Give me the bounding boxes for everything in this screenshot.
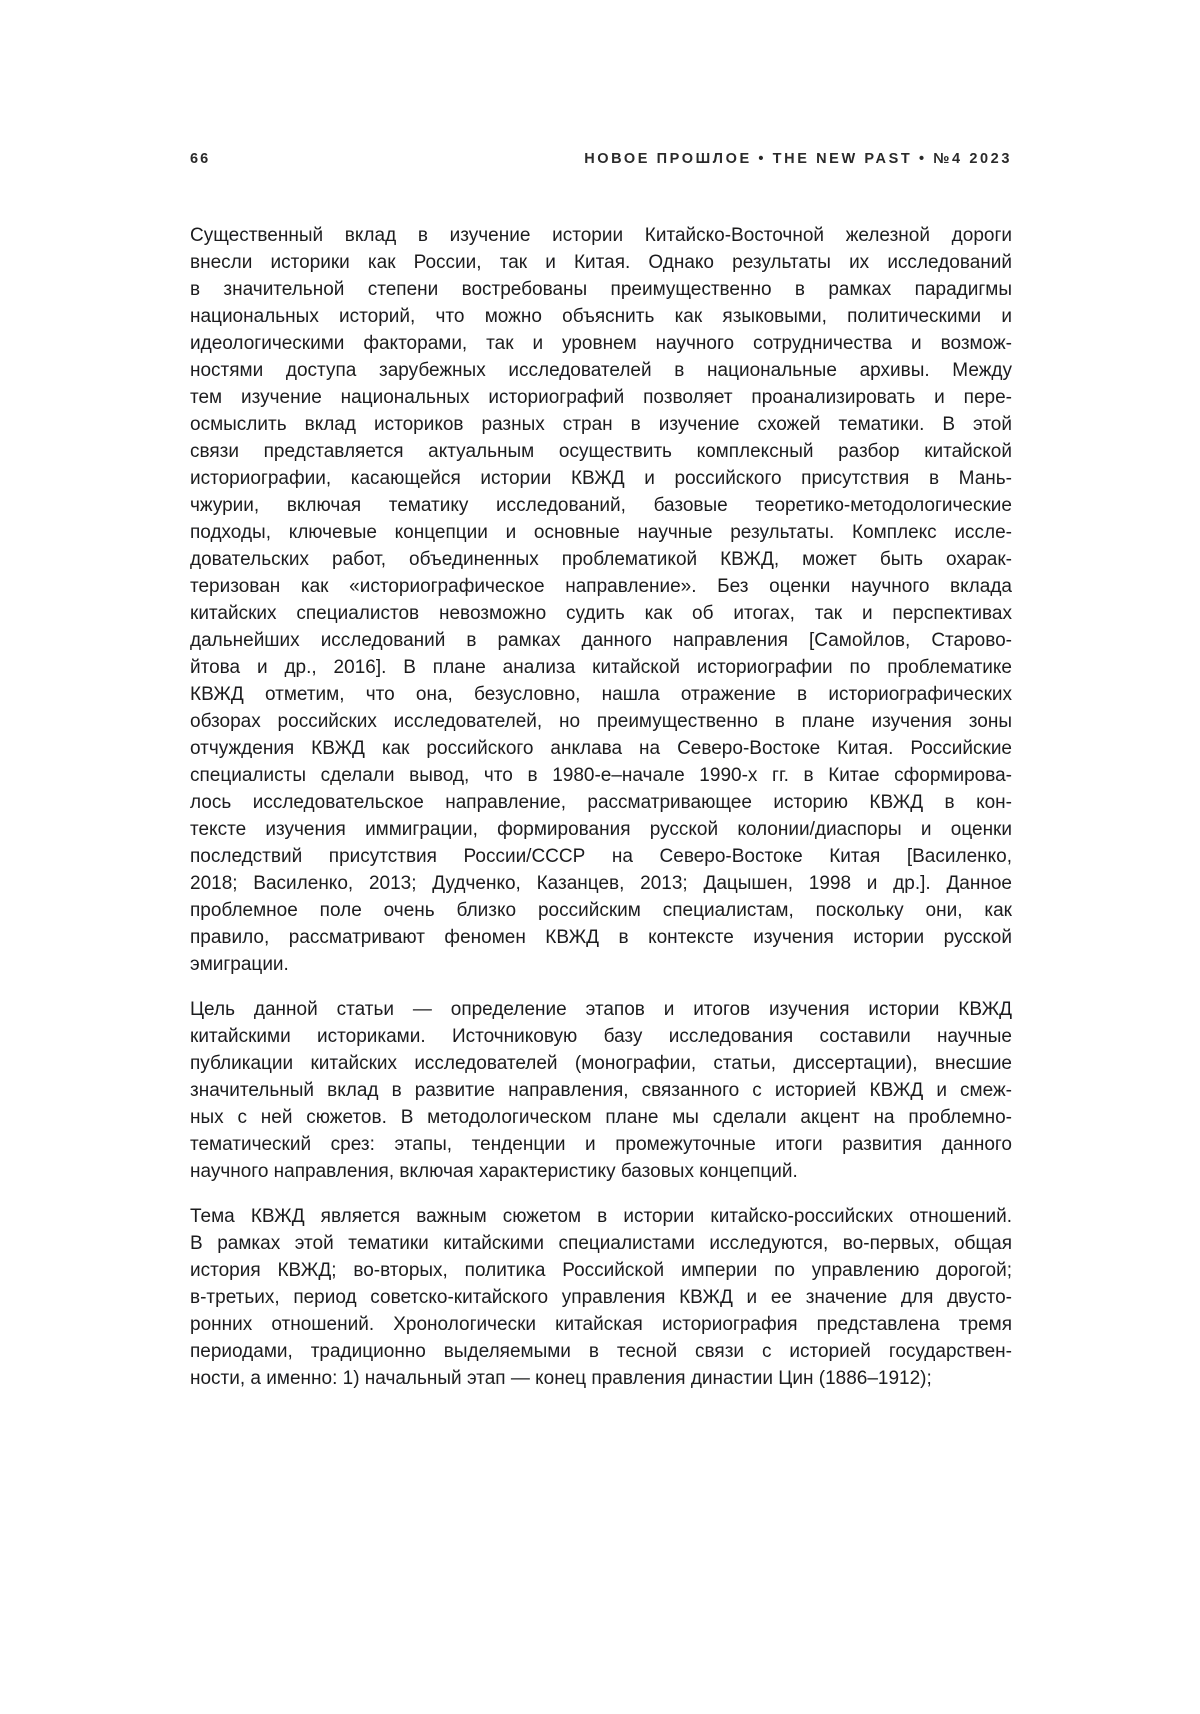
text-line: йтова и др., 2016]. В плане анализа китайской историографии по проблематике (190, 657, 1012, 678)
paragraph (190, 1203, 1012, 1392)
text-line: тексте изучения иммиграции, формирования русской колонии/диаспоры и оценки (190, 819, 1012, 840)
text-line: обзорах российских исследователей, но преимущественно в плане изучения зоны (190, 711, 1012, 732)
text-line: ности, а именно: 1) начальный этап — конец правления династии Цин (1886–1912); (190, 1368, 932, 1389)
text-line: 2018; Василенко, 2013; Дудченко, Казанцев, 2013; Дацышен, 1998 и др.]. Данное (190, 873, 1012, 894)
text-line: Тема КВЖД является важным сюжетом в истории китайско-российских отношений. (190, 1206, 1012, 1227)
text-line: довательских работ, объединенных проблематикой КВЖД, может быть охарак- (190, 549, 1012, 570)
text-line: идеологическими факторами, так и уровнем научного сотрудничества и возмож- (190, 333, 1012, 354)
text-line: теризован как «историографическое направление». Без оценки научного вклада (190, 576, 1012, 597)
text-line: осмыслить вклад историков разных стран в изучение схожей тематики. В этой (190, 414, 1012, 435)
text-line: китайскими историками. Источниковую базу исследования составили научные (190, 1026, 1012, 1047)
text-line: проблемное поле очень близко российским специалистам, поскольку они, как (190, 900, 1012, 921)
text-line: ностями доступа зарубежных исследователей в национальные архивы. Между (190, 360, 1012, 381)
text-line: подходы, ключевые концепции и основные научные результаты. Комплекс иссле- (190, 522, 1012, 543)
text-line: внесли историки как России, так и Китая. Однако результаты их исследований (190, 252, 1012, 273)
text-line: Существенный вклад в изучение истории Китайско-Восточной железной дороги (190, 225, 1012, 246)
text-line: история КВЖД; во-вторых, политика Российской империи по управлению дорогой; (190, 1260, 1012, 1281)
text-line: публикации китайских исследователей (монографии, статьи, диссертации), внесшие (190, 1053, 1012, 1074)
text-line: эмиграции. (190, 954, 289, 975)
text-line: Цель данной статьи — определение этапов и итогов изучения истории КВЖД (190, 999, 1012, 1020)
text-line: чжурии, включая тематику исследований, базовые теоретико-методологические (190, 495, 1012, 516)
running-head: НОВОЕ ПРОШЛОЕ • THE NEW PAST • №4 2023 (584, 151, 1012, 167)
text-line: КВЖД отметим, что она, безусловно, нашла отражение в историографических (190, 684, 1012, 705)
text-line: в-третьих, период советско-китайского управления КВЖД и ее значение для двусто- (190, 1287, 1012, 1308)
text-line: последствий присутствия России/СССР на Северо-Востоке Китая [Василенко, (190, 846, 1012, 867)
text-line: ронних отношений. Хронологически китайская историография представлена тремя (190, 1314, 1012, 1335)
text-line: В рамках этой тематики китайскими специалистами исследуются, во-первых, общая (190, 1233, 1012, 1254)
text-line: значительный вклад в развитие направления, связанного с историей КВЖД и смеж- (190, 1080, 1012, 1101)
text-line: периодами, традиционно выделяемыми в тесной связи с историей государствен- (190, 1341, 1012, 1362)
text-line: в значительной степени востребованы преимущественно в рамках парадигмы (190, 279, 1012, 300)
text-line: национальных историй, что можно объяснить как языковыми, политическими и (190, 306, 1012, 327)
text-line: ных с ней сюжетов. В методологическом плане мы сделали акцент на проблемно- (190, 1107, 1012, 1128)
paragraph (190, 222, 1012, 978)
text-line: историографии, касающейся истории КВЖД и российского присутствия в Мань- (190, 468, 1012, 489)
text-line: китайских специалистов невозможно судить как об итогах, так и перспективах (190, 603, 1012, 624)
article-body (190, 222, 1012, 1410)
text-line: дальнейших исследований в рамках данного направления [Самойлов, Старово- (190, 630, 1012, 651)
paragraph (190, 996, 1012, 1185)
text-line: лось исследовательское направление, рассматривающее историю КВЖД в кон- (190, 792, 1012, 813)
page-header (190, 151, 1012, 167)
text-line: тем изучение национальных историографий позволяет проанализировать и пере- (190, 387, 1012, 408)
text-line: научного направления, включая характеристику базовых концепций. (190, 1161, 798, 1182)
text-line: тематический срез: этапы, тенденции и промежуточные итоги развития данного (190, 1134, 1012, 1155)
text-line: отчуждения КВЖД как российского анклава на Северо-Востоке Китая. Российские (190, 738, 1012, 759)
text-line: связи представляется актуальным осуществить комплексный разбор китайской (190, 441, 1012, 462)
text-line: специалисты сделали вывод, что в 1980-е–начале 1990-х гг. в Китае сформирова- (190, 765, 1012, 786)
page-number: 66 (190, 151, 211, 167)
text-line: правило, рассматривают феномен КВЖД в контексте изучения истории русской (190, 927, 1012, 948)
